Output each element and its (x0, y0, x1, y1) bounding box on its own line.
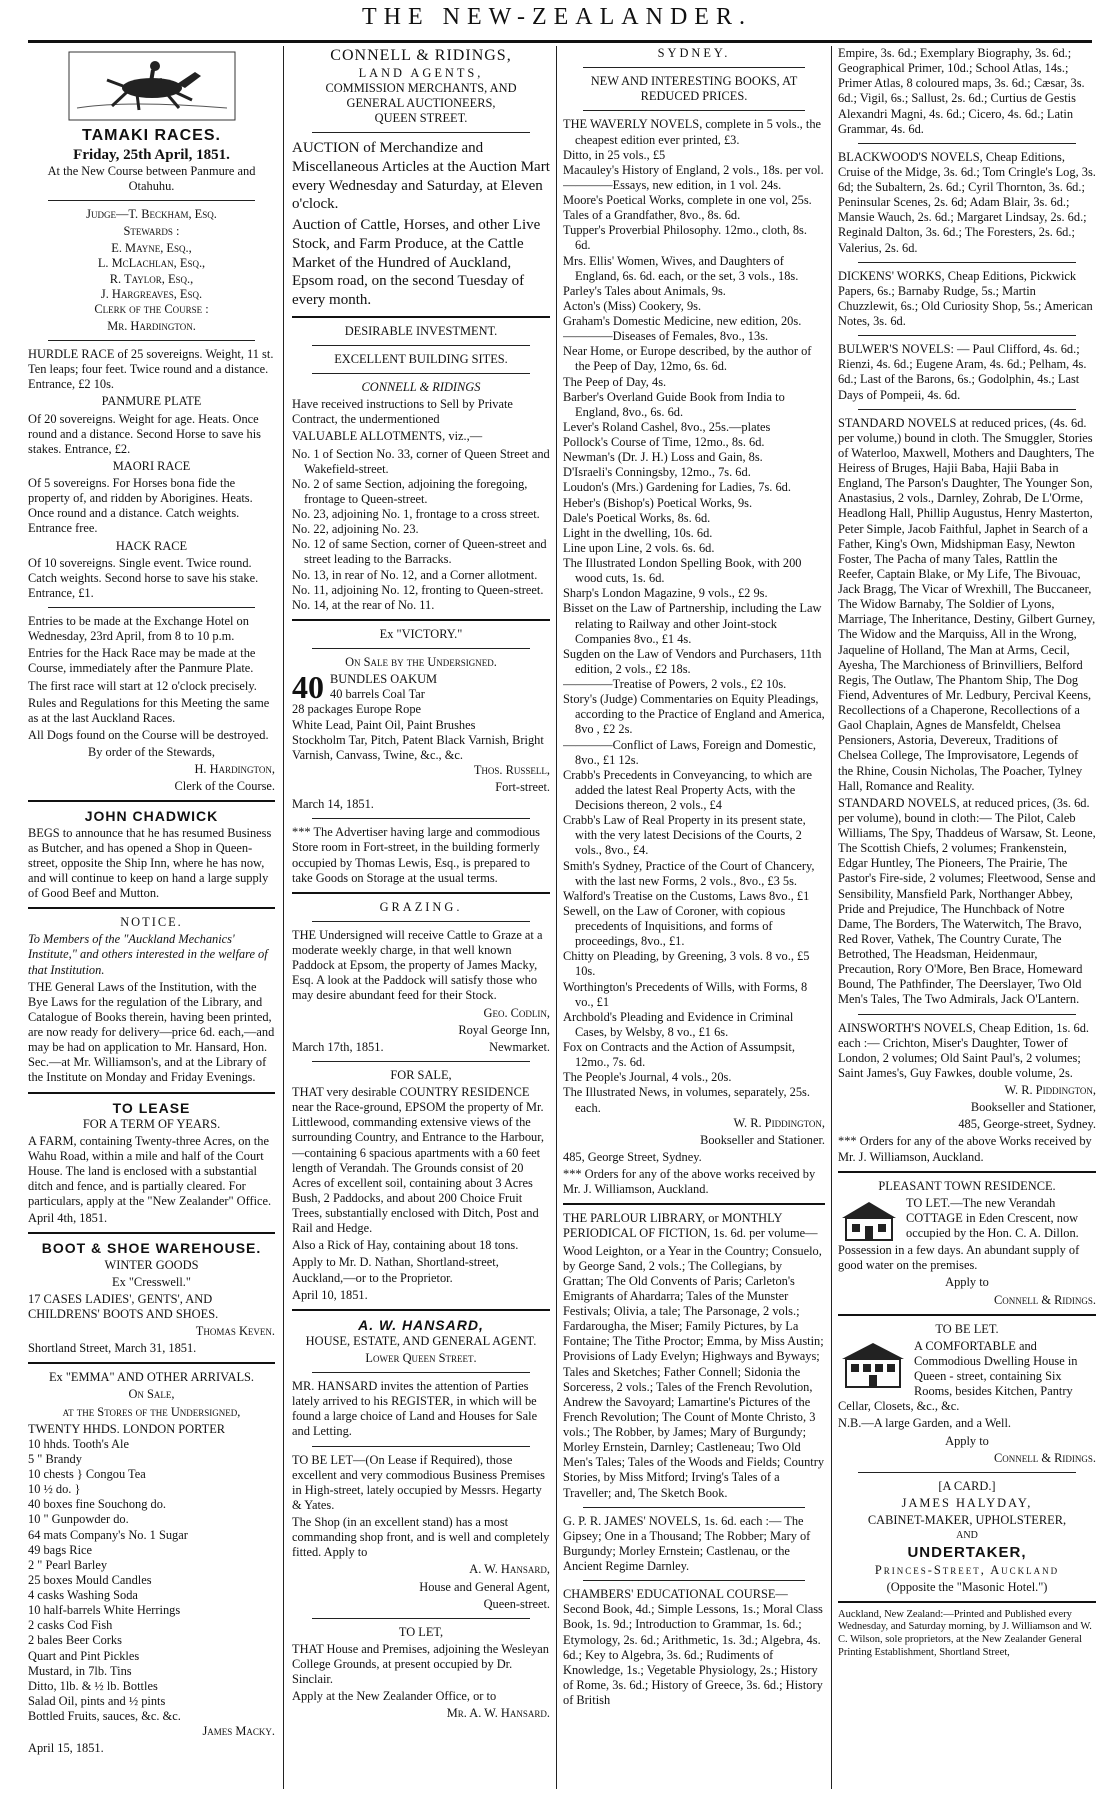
emma-line: Mustard, in 7lb. Tins (28, 1663, 132, 1678)
lease-date: April 4th, 1851. (28, 1211, 108, 1226)
column-4 (838, 46, 1096, 1789)
book-entry: Tupper's Proverbial Philosophy. 12mo., cloth, 8s. 6d. (563, 223, 807, 253)
book-entry: Worthington's Precedents of Wills, with Forms, 8 vo., £1 (563, 979, 808, 1009)
stewards-label: Stewards : (123, 224, 180, 239)
column-divider (556, 46, 557, 1789)
book-entry: Fox on Contracts and the Action of Assumpsit, 12mo., 7s. 6d. (563, 1040, 795, 1070)
allotment: No. 12 of same Section, corner of Queen-street and street leading to the Barracks. (292, 537, 547, 567)
masthead: THE NEW-ZEALANDER. (362, 4, 752, 30)
emma-line: Bottled Fruits, sauces, &c. &c. (28, 1709, 181, 1724)
book-entry: Line upon Line, 2 vols. 6s. 6d. (563, 540, 715, 555)
grazing-date-text: March 17th, 1851. (292, 1039, 384, 1054)
grazing-title: GRAZING. (379, 899, 463, 914)
victory-place: Fort-street. (495, 780, 550, 795)
forsale-apply: Apply to Mr. D. Nathan, Shortland-street, Auckland,—or to the Proprietor. (292, 1255, 499, 1285)
first-race: The first race will start at 12 o'clock precisely. (28, 678, 257, 693)
book-entry: D'Israeli's Conningsby, 12mo., 7s. 6d. (563, 465, 751, 480)
hack-title: HACK RACE (115, 538, 188, 553)
allotment: No. 14, at the rear of No. 11. (292, 597, 435, 612)
bulwer-novels: BULWER'S NOVELS: — Paul Clifford, 4s. 6d.; Rienzi, 4s. 6d.; Eugene Aram, 4s. 6d.; Pelham, 4s. 6d.; Last of the Barons, 6s.; Godolphin, 4s.; Last Days of Pompeii, 4s. 6d. (838, 342, 1087, 402)
emma-sign: James Macky. (202, 1724, 275, 1739)
book-entry: Near Home, or Europe described, by the author of the Peep of Day, 12mo, 6s. 6d. (563, 344, 812, 374)
stewards-list (28, 241, 275, 302)
forsale-text: THAT very desirable COUNTRY RESIDENCE near the Race-ground, EPSOM the property of Mr. Littlewood, commanding extensive views of the surrounding Country, and Entrance to the Harbour,—containing 6 spacious apartments with a 60 feet length of Verandah. The Grounds consist of 20 Acres of excellent soil, containing about 3 Acres Bush, 2 Paddocks, and about 200 Choice Fruit Trees, substantially enclosed with Ditch, Post and Rail and Hedge. (292, 1085, 544, 1236)
book-list (563, 117, 825, 1115)
lease-text: A FARM, containing Twenty-three Acres, on the Wahu Road, within a mile and half of the Court House. The land is enclosed with a substantial ditch and fence, and is partially cleared. For particulars, apply at the "New Zealander" Office. (28, 1133, 272, 1209)
emma-line: 10 ½ do. } (28, 1482, 81, 1497)
emma-line: 10 half-barrels White Herrings (28, 1603, 181, 1618)
boot-sign: Thomas Keven. (195, 1324, 275, 1339)
blackwood-novels: BLACKWOOD'S NOVELS, Cheap Editions, Cruise of the Midge, 3s. 6d.; Tom Cringle's Log, 3s. 6d; the Subaltern, 2s. 6d.; Cyril Thornton, 3s. 6d.; Peninsular Scenes, 2s. 6d; Adam Blair, 3s. 6d.; Mansie Wauch, 2s. 6d.; Margaret Lindsay, 2s. 6d.; Reginald Dalton, 3s. 6d.; The Foresters, 2s. 6d.; Valerius, 2s. 6d. (838, 149, 1096, 255)
order: By order of the Stewards, (88, 745, 215, 760)
book-entry: Crabb's Precedents in Conveyancing, to which are added the latest Real Property Acts, with the Decisions thereon, 2 vols., £4 (563, 767, 812, 812)
dickens-works: DICKENS' WORKS, Cheap Editions, Pickwick Papers, 6s.; Barnaby Rudge, 5s.; Martin Chuzzlewit, 6s.; Old Curiosity Shop, 5s.; American Notes, 3s. 6d. (838, 268, 1093, 328)
column-divider (831, 46, 832, 1789)
steward: R. Taylor, Esq., (109, 271, 194, 286)
piddington-addr: 485, George Street, Sydney. (563, 1149, 702, 1164)
emma-sale: On Sale, (128, 1387, 175, 1402)
emma-stores: at the Stores of the Undersigned, (62, 1404, 241, 1419)
book-entry: Loudon's (Mrs.) Gardening for Ladies, 7s. 6d. (563, 480, 791, 495)
connell-title: CONNELL & RIDINGS, (330, 47, 512, 64)
tobelet-nb: N.B.—A large Garden, and a Well. (838, 1416, 1012, 1431)
parlour-list: Wood Leighton, or a Year in the Country; Consuelo, by George Sand, 2 vols.; The Collegians, by Grattan; The Old Convents of Paris; Carleton's Emigrants of Ahardarra; Tales of the Munster Festivals; Olivia, a tale; The Parsonage, 2 vols.; Fardarougha, the Miser; Family Pictures, by La Fontaine; The Tithe Proctor; Emma, by Miss Austin; Provisions of Lady Evelyn; Highways and Byways; Tales and Sketches; Father Connell; Sidonia the Sorceress, 2 vols.; Tales of the French Revolution, Andrew the Savoyard; Lamartine's Pictures of the French Revolution; The Count of Monte Christo, 3 vols.; The Robber, by James; Mary of Burgundy; Morley Ernstein, Darnley; Castleneau; Two Old Men's Tales; Tales of the Woods and Fields; Country Stories, by Miss Mitford; Irving's Tales of a Traveller; and, The Sketch Book. (563, 1243, 825, 1500)
tobelet-title: TO BE LET. (935, 1321, 999, 1336)
book-entry: Macauley's History of England, 2 vols., 18s. per vol. (563, 162, 824, 177)
book-entry: Sewell, on the Law of Coroner, with copious precedents of Inquisitions, and forms of proceedings, 8vo., £1. (563, 903, 786, 949)
book-entry: Smith's Sydney, Practice of the Court of Chancery, with the last new Forms, 2 vols., 8vo., £3 5s. (563, 858, 815, 888)
book-entry: Light in the dwelling, 10s. 6d. (563, 525, 713, 540)
auction-merchandize: AUCTION of Merchandize and Miscellaneous Articles at the Auction Mart every Wednesday and Saturday, at Eleven o'clock. (292, 140, 550, 213)
auction-cattle: Auction of Cattle, Horses, and other Live Stock, and Farm Produce, at the Cattle Market of the Hundred of Auckland, Epsom road, on the second Tuesday of every month. (292, 217, 541, 309)
races-title: TAMAKI RACES. (82, 127, 221, 144)
clerk: Mr. Hardington. (107, 318, 196, 333)
allotment: No. 13, in rear of No. 12, and a Corner allotment. (292, 567, 538, 582)
book-entry: Lever's Roland Cashel, 8vo., 25s.—plates (563, 419, 771, 434)
book-entry: Sharp's London Magazine, 9 vols., £2 9s. (563, 586, 768, 601)
emma-line: 2 bales Beer Corks (28, 1633, 122, 1648)
notice-title: NOTICE. (120, 915, 183, 930)
connell-sub: LAND AGENTS, (358, 65, 484, 80)
victory-line: 28 packages Europe Rope (292, 702, 422, 717)
signer: H. Hardington, (194, 762, 275, 777)
book-entry: Crabb's Law of Real Property in its present state, with the very latest Decisions of the Courts, 2 vols., 8vo., £4. (563, 813, 806, 858)
emma-line: 64 mats Company's No. 1 Sugar (28, 1527, 188, 1542)
victory-date: March 14, 1851. (292, 797, 374, 812)
maori-title: MAORI RACE (112, 458, 191, 473)
emma-line: 10 chests } Congou Tea (28, 1467, 146, 1482)
book-entry: Walford's Treatise on the Customs, Laws 8vo., £1 (563, 888, 810, 903)
tolet-text: THAT House and Premises, adjoining the Wesleyan College Grounds, at present occupied by Dr. Sinclair. (292, 1641, 549, 1687)
book-entry: Tales of a Grandfather, 8vo., 8s. 6d. (563, 208, 741, 223)
grazing-text: THE Undersigned will receive Cattle to Graze at a moderate weekly charge, in that well known Paddock at Epsom, the property of James Macky, Esq. A look at the Paddock will satisfy those who may desire abundant feed for their Stock. (292, 927, 543, 1003)
cottage-illustration (838, 1198, 900, 1242)
orders: *** Orders for any of the above works received by Mr. J. Williamson, Auckland. (563, 1167, 816, 1197)
steward: J. Hargreaves, Esq. (100, 286, 203, 301)
halyday-trade: CABINET-MAKER, UPHOLSTERER, (867, 1513, 1067, 1527)
judge: Judge—T. Beckham, Esq. (86, 207, 217, 222)
emma-line: 2 " Pearl Barley (28, 1557, 108, 1572)
book-entry: Newman's (Dr. J. H.) Loss and Gain, 8s. (563, 450, 763, 465)
piddington-role: Bookseller and Stationer. (700, 1132, 825, 1147)
notice-text: THE General Laws of the Institution, with the Bye Laws for the regulation of the Library, and Catalogue of Books therein, having been printed, are now ready for delivery—price 6d. each,—and may be had on application to Mr. Hansard, Hon. Sec.—at Mr. Williamson's, and at the Library of the Institute on Monday and Friday Evenings. (28, 979, 275, 1085)
book-entry: Acton's (Miss) Cookery, 9s. (563, 298, 702, 313)
boot-title: BOOT & SHOE WAREHOUSE. (41, 1240, 262, 1257)
ainsworth-role: Bookseller and Stationer, (970, 1100, 1096, 1115)
tobelet-role: House and General Agent, (419, 1579, 550, 1594)
book-entry: ————Diseases of Females, 8vo., 13s. (563, 329, 769, 344)
desirable: DESIRABLE INVESTMENT. (344, 323, 498, 338)
emma-line: 25 boxes Mould Candles (28, 1572, 152, 1587)
lease-sub: FOR A TERM OF YEARS. (82, 1116, 221, 1131)
signer-role: Clerk of the Course. (174, 779, 275, 794)
ainsworth-sign: W. R. Piddington, (1004, 1083, 1096, 1097)
victory-title: Ex "VICTORY." (379, 626, 463, 641)
emma-line: Quart and Pint Pickles (28, 1648, 140, 1663)
tobelet-apply: Apply to (945, 1433, 989, 1448)
book-entry: Archbold's Pleading and Evidence in Criminal Cases, by Welsby, 8 vo., £1 6s. (563, 1009, 794, 1039)
halyday-opposite: (Opposite the "Masonic Hotel.") (886, 1579, 1048, 1594)
book-entry: Heber's (Bishop's) Poetical Works, 9s. (563, 495, 753, 510)
connell-sub: GENERAL AUCTIONEERS, (346, 95, 496, 110)
halyday-street: Princes-Street, Auckland (874, 1562, 1060, 1577)
book-entry: Story's (Judge) Commentaries on Equity Pleadings, according to the Practice of England and America, 8vo , £2 2s. (563, 692, 825, 737)
tolet-title: TO LET, (398, 1624, 444, 1639)
clerk-label: Clerk of the Course : (94, 301, 209, 316)
book-entry: Sugden on the Law of Vendors and Purchasers, 11th edition, 2 vols., £2 18s. (563, 646, 822, 676)
forsale-date: April 10, 1851. (292, 1287, 368, 1302)
lease-title: TO LEASE (112, 1099, 191, 1116)
james-novels: G. P. R. JAMES' NOVELS, 1s. 6d. each :— The Gipsey; One in a Thousand; The Robber; Mary of Burgundy; Morley Ernstein; Castlenau, or the Ancient Regime Darnley. (563, 1513, 811, 1573)
allotment: No. 2 of same Section, adjoining the foregoing, frontage to Queen-street. (292, 476, 528, 506)
book-entry: The Illustrated London Spelling Book, with 200 wood cuts, 1s. 6d. (563, 556, 802, 586)
emma-line: 10 hhds. Tooth's Ale (28, 1436, 129, 1451)
pleasant-text: TO LET.—The new Verandah COTTAGE in Eden Crescent, now occupied by the Hon. C. A. Dillon. (906, 1195, 1079, 1240)
book-entry: The People's Journal, 4 vols., 20s. (563, 1070, 732, 1085)
entries-text: Entries to be made at the Exchange Hotel on Wednesday, 23rd April, from 8 to 10 p.m. (28, 614, 249, 644)
piddington: W. R. Piddington, (733, 1115, 825, 1130)
column-divider (283, 46, 284, 1789)
masthead-rule (28, 40, 1092, 43)
races-date: Friday, 25th April, 1851. (73, 146, 230, 163)
book-entry: Parley's Tales about Animals, 9s. (563, 283, 726, 298)
emma-line: 10 " Gunpowder do. (28, 1512, 129, 1527)
victory-line: BUNDLES OAKUM (330, 672, 438, 687)
tobelet-place: Queen-street. (483, 1596, 550, 1611)
ainsworth-addr: 485, George-street, Sydney. (958, 1117, 1096, 1132)
chambers-cont: Empire, 3s. 6d.; Exemplary Biography, 3s. 6d.; Geographical Primer, 10d.; School Atlas, 14s.; Primer Atlas, 8 coloured maps, 3s. 6d.; Cæsar, 3s. 6d.; Vigil, 6s.; Sallust, 2s. 6d.; Curtius de Gestis Alexandri Magni, 4s. 6d.; Cicero, 4s. 6d.; Latin Grammar, 4s. 6d. (838, 46, 1085, 136)
standard-novels-1: STANDARD NOVELS at reduced prices, (4s. 6d. per volume,) bound in cloth. The Smuggler, Stories of Waterloo, Maxwell, Mothers and Daughters, The Heiress of Bruges, Hajii Baba, Hajii Baba in England, The Parson's Daughter, The Younger Son, Anastasius, 2 vols., Darnley, Zohrab, De L'Orme, Headlong Hall, Phillip Augustus, Henry Masterton, Peter Simple, Jacob Faithful, Japhet in Search of a Father, King's Own, Midshipman Easy, Newton Foster, The Pacha of many Tales, Rattlin the Reefer, Captain Blake, or My Life, The Bivouac, Jack Bragg, The Vicar of Wrexhill, The Buccaneer, The Widow Barnaby, The Soldier of Lyons, Marriage, The Inheritance, Destiny, Gilbert Gurney, The Widow and the Marquiss, All in the Wrong, Jaqueline of Holland, The Man at Arms, Cecil, Ayesha, The Marchioness of Brinvilliers, Belford Regis, The Outlaw, The Phantom Ship, The Dog Fiend, Adventures of Mr. Ledbury, Percival Keens, Recollections of a Chaperone, Recollections of a Gaol Chaplain, Agnes de Mansfeldt, Chelsea Pensioners, Astoria, Devereux, Traditions of Chelsea College, The Improvisatore, Legends of the Rhine, Cousin Nicholas, The Poacher, Tylney Hall, Romance and Reality. (838, 415, 1096, 793)
book-entry: Chitty on Pleading, by Greening, 3 vols. 8 vo., £5 10s. (563, 949, 810, 979)
tobelet-shop: The Shop (in an excellent stand) has a most commanding shop front, and is well and completely fitted. Apply to (292, 1515, 550, 1560)
tobelet-sign: Connell & Ridings. (994, 1450, 1096, 1465)
ainsworth-novels: AINSWORTH'S NOVELS, Cheap Edition, 1s. 6d. each :— Crichton, Miser's Daughter, Tower of London, 2 volumes; Old Saint Paul's, 2 volumes; Saint James's, Guy Fawkes, double volume, 2s. (838, 1020, 1090, 1080)
sydney: SYDNEY. (657, 46, 731, 60)
book-entry: Bisset on the Law of Partnership, including the Law relating to Railway and other Joint-stock Companies 8vo., £1 4s. (563, 601, 822, 646)
card-label: [A CARD.] (938, 1478, 996, 1493)
races-venue: At the New Course between Panmure and Otahuhu. (47, 163, 256, 193)
grazing-place: Royal George Inn, (458, 1022, 550, 1037)
tolet-sign: Mr. A. W. Hansard. (446, 1706, 550, 1721)
book-entry: Barber's Overland Guide Book from India to England, 8vo., 6s. 6d. (563, 389, 785, 419)
emma-line: 4 casks Washing Soda (28, 1588, 138, 1603)
excellent: EXCELLENT BUILDING SITES. (334, 351, 508, 366)
hack-entries: Entries for the Hack Race may be made at the Course, immediately after the Panmure Plate. (28, 646, 256, 676)
maori-text: Of 5 sovereigns. For Horses bona fide the property of, and ridden by Aborigines. Heats. Once round and a distance. Catch weights. Entrance free. (28, 476, 253, 536)
hansard-title: A. W. HANSARD, (358, 1316, 484, 1333)
book-entry: ————Treatise of Powers, 2 vols., £2 10s. (563, 677, 787, 691)
victory-sale: On Sale by the Undersigned. (345, 655, 497, 670)
house-illustration (838, 1341, 908, 1389)
hansard-street: Lower Queen Street. (365, 1350, 477, 1365)
rules: Rules and Regulations for this Meeting the same as at the last Auckland Races. (28, 695, 270, 725)
chadwick-title: JOHN CHADWICK (84, 808, 219, 825)
column-1 (28, 46, 275, 1789)
emma-line: 5 " Brandy (28, 1451, 82, 1466)
grazing-sign: Geo. Codlin, (483, 1005, 550, 1020)
book-entry: Graham's Domestic Medicine, new edition, 20s. (563, 314, 802, 328)
parlour-heading: THE PARLOUR LIBRARY, or MONTHLY PERIODICAL OF FICTION, 1s. 6d. per volume— (563, 1211, 818, 1241)
book-entry: Pollock's Course of Time, 12mo., 8s. 6d. (563, 435, 765, 449)
victory-sign: Thos. Russell, (473, 762, 550, 777)
connell-sub: QUEEN STREET. (374, 110, 468, 125)
book-entry: THE WAVERLY NOVELS, complete in 5 vols., the cheapest edition ever printed, £3. (563, 117, 822, 147)
victory-line: Stockholm Tar, Pitch, Patent Black Varnish, Bright Varnish, Canvass, Twine, &c., &c. (292, 732, 544, 762)
connell-sub: COMMISSION MERCHANTS, AND (325, 80, 517, 95)
books-title: NEW AND INTERESTING BOOKS, AT REDUCED PRICES. (590, 74, 798, 104)
allotments-intro: VALUABLE ALLOTMENTS, viz.,— (292, 429, 483, 444)
allotment: No. 22, adjoining No. 23. (292, 522, 419, 537)
forsale-title: FOR SALE, (390, 1067, 452, 1082)
imprint: Auckland, New Zealand:—Printed and Published every Wednesday, and Saturday morning, by J. Williamson and W. C. Wilson, sole proprietors, at the New Zealander General Printing Establishment, Shortland Street, (838, 1608, 1092, 1658)
boot-text: 17 CASES LADIES', GENTS', AND CHILDRENS' BOOTS AND SHOES. (28, 1291, 219, 1321)
allotment: No. 11, adjoining No. 12, fronting to Queen-street. (292, 582, 544, 597)
pleasant-title: PLEASANT TOWN RESIDENCE. (878, 1178, 1056, 1193)
grazing-town: Newmarket. (489, 1039, 550, 1054)
dogs: All Dogs found on the Course will be destroyed. (28, 727, 269, 742)
cr-italic: CONNELL & RIDINGS (361, 380, 481, 395)
race-horse-illustration (67, 50, 237, 122)
forsale-rick: Also a Rick of Hay, containing about 18 tons. (292, 1238, 519, 1253)
pleasant-poss: Possession in a few days. An abundant supply of good water on the premises. (838, 1243, 1080, 1273)
emma-line: 40 boxes fine Souchong do. (28, 1497, 167, 1512)
instructions: Have received instructions to Sell by Private Contract, the undermentioned (292, 397, 513, 427)
emma-line: TWENTY HHDS. LONDON PORTER (28, 1421, 226, 1436)
ainsworth-orders: *** Orders for any of the above Works received by Mr. J. Williamson, Auckland. (838, 1134, 1092, 1164)
book-entry: Moore's Poetical Works, complete in one vol, 25s. (563, 193, 812, 207)
tobelet-sign: A. W. Hansard, (469, 1562, 550, 1577)
chambers-course: CHAMBERS' EDUCATIONAL COURSE— Second Book, 4d.; Simple Lessons, 1s.; Moral Class Book, 1s. 9d.; Introduction to Grammar, 1s. 6d.; Etymology, 2s. 6d.; Arithmetic, 1s. 3d.; Algebra, 4s. 6d.; Key to Algebra, 3s. 6d.; Rudiments of Knowledge, 1s.; Vegetable Physiology, 2s.; History of Rome, 3s. 6d.; History of Greece, 3s. 6d.; History of British (563, 1587, 823, 1707)
panmure-text: Of 20 sovereigns. Weight for age. Heats. Once round and a distance. Second Horse to save his stakes. Entrance, £2. (28, 411, 261, 456)
boot-date: Shortland Street, March 31, 1851. (28, 1341, 197, 1356)
victory-number: 40 (292, 669, 324, 706)
emma-title: Ex "EMMA" AND OTHER ARRIVALS. (48, 1370, 255, 1385)
emma-line: 2 casks Cod Fish (28, 1618, 113, 1633)
tolet-apply: Apply at the New Zealander Office, or to (292, 1689, 497, 1704)
standard-novels-2: STANDARD NOVELS, at reduced prices, (3s. 6d. per volume), bound in cloth:— The Pilot, Caleb Williams, The Spy, Thaddeus of Warsaw, St. Leone, The Scottish Chiefs, 2 volumes; Frankenstein, Edgar Huntley, The Pioneers, The Prairie, The Pastor's Fire-side, 2 volumes; Fleetwood, Sense and Sensibility, Mansfield Park, Northanger Abbey, Pride and Prejudice, The Hunchback of Notre Dame, The Borders, The Waterwitch, The Bravo, Red Rover, Vathek, The Country Curate, The Betrothed, The Headsman, Heidenmaur, Precaution, Rory O'More, Ben Brace, Homeward Bound, The Pathfinder, The Deerslayer, Two Old Men's Tales, The Two Admirals, Jack O'Lantern. (838, 795, 1096, 1007)
steward: E. Mayne, Esq., (111, 241, 192, 256)
book-entry: Mrs. Ellis' Women, Wives, and Daughters of England, 6s. 6d. each, or the set, 3 vols., 18s. (563, 253, 799, 283)
halyday-undertaker: UNDERTAKER, (907, 1544, 1027, 1562)
victory-line: White Lead, Paint Oil, Paint Brushes (292, 717, 476, 732)
victory-line: 40 barrels Coal Tar (330, 687, 425, 702)
book-entry: The Illustrated News, in volumes, separately, 25s. each. (563, 1085, 810, 1115)
emma-line: Salad Oil, pints and ½ pints (28, 1693, 166, 1708)
halyday-name: JAMES HALYDAY, (901, 1495, 1033, 1510)
grazing-date (292, 1040, 550, 1055)
boot-winter: WINTER GOODS (104, 1257, 199, 1272)
allotment: No. 1 of Section No. 33, corner of Queen Street and Wakefield-street. (292, 446, 550, 476)
emma-line: 49 bags Rice (28, 1542, 93, 1557)
book-entry: The Peep of Day, 4s. (563, 374, 667, 389)
pleasant-apply: Apply to (945, 1275, 989, 1290)
hansard-text: MR. HANSARD invites the attention of Parties lately arrived to his REGISTER, in which will be found a large choice of Land and Houses for Sale and Letting. (292, 1379, 538, 1439)
book-entry: ————Conflict of Laws, Foreign and Domestic, 8vo., £1 12s. (563, 737, 816, 767)
book-entry: Dale's Poetical Works, 8s. 6d. (563, 510, 711, 525)
hack-text: Of 10 sovereigns. Single event. Twice round. Catch weights. Second horse to save his stake. Entrance, £1. (28, 555, 259, 600)
column-3 (563, 46, 825, 1789)
panmure-title: PANMURE PLATE (101, 394, 202, 409)
chadwick-text: BEGS to announce that he has resumed Business as Butcher, and has opened a Shop in Queen-street, opposite the Ship Inn, where he has now, and will continue to keep on hand a large supply of Good Beef and Mutton. (28, 825, 272, 901)
steward: L. McLachlan, Esq., (97, 256, 206, 271)
pleasant-sign: Connell & Ridings. (994, 1292, 1096, 1307)
tobelet-text: TO BE LET—(On Lease if Required), those excellent and very commodious Business Premises in High-street, lately occupied by Messrs. Hegarty & Yates. (292, 1452, 545, 1512)
halyday-and: AND (956, 1530, 978, 1542)
boot-ex: Ex "Cresswell." (112, 1274, 191, 1289)
allotment: No. 23, adjoining No. 1, frontage to a cross street. (292, 507, 540, 522)
tobelet-text: A COMFORTABLE and Commodious Dwelling House in Queen - street, containing Six Rooms, besides Kitchen, Pantry Cellar, Closets, &c., &c. (838, 1338, 1078, 1414)
notice-sub: To Members of the "Auckland Mechanics' Institute," and others interested in the welfare of that Institution. (28, 932, 268, 977)
emma-list (28, 1422, 275, 1725)
book-entry: Ditto, in 25 vols., £5 (563, 147, 666, 162)
hansard-sub: HOUSE, ESTATE, AND GENERAL AGENT. (305, 1333, 537, 1348)
hurdle-race: HURDLE RACE of 25 sovereigns. Weight, 11 st. Ten leaps; four feet. Twice round and a distance. Entrance, £2 10s. (28, 347, 274, 392)
emma-date: April 15, 1851. (28, 1741, 104, 1756)
column-2 (292, 46, 550, 1789)
emma-line: Ditto, 1lb. & ½ lb. Bottles (28, 1678, 158, 1693)
book-entry: ————Essays, new edition, in 1 vol. 24s. (563, 177, 782, 192)
advertiser: *** The Advertiser having large and commodious Store room in Fort-street, in the building formerly occupied by Thomas Lewis, Esq., is prepared to take Goods on Storage at the usual terms. (292, 825, 540, 885)
